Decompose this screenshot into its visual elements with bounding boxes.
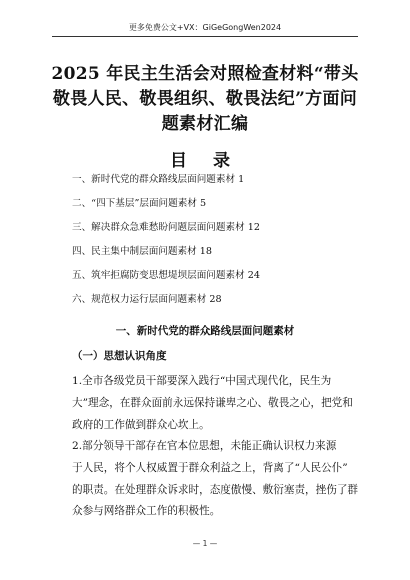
document-title	[48, 62, 362, 137]
body-paragraph	[72, 436, 368, 523]
page-number: — 1 —	[192, 539, 218, 548]
header-divider	[52, 36, 358, 37]
document-title-line: 敬畏人民、敬畏组织、敬畏法纪”方面问	[52, 89, 358, 109]
toc-item[interactable]: 五、筑牢拒腐防变思想堤坝层面问题素材 24	[72, 270, 260, 281]
table-of-contents	[72, 172, 372, 316]
paragraph-line: 1.全市各级党员干部要深入践行“中国式现代化，民生为	[72, 375, 332, 387]
paragraph-line: 2.部分领导干部存在官本位思想，未能正确认识权力来源	[72, 440, 337, 452]
paragraph-line: 于人民，将个人权威置于群众利益之上，背离了“人民公仆”	[72, 461, 348, 474]
toc-item[interactable]: 六、规范权力运行层面问题素材 28	[72, 294, 222, 305]
body-paragraph	[72, 371, 368, 436]
subsection-title: （一）思想认识角度	[72, 350, 167, 362]
header-note: 更多免费公文+VX：GiGeGongWen2024	[128, 23, 282, 32]
toc-item[interactable]: 三、解决群众急难愁盼问题层面问题素材 12	[72, 222, 260, 233]
paragraph-line: 大”理念，在群众面前永远保持谦卑之心、敬畏之心，把党和	[72, 396, 353, 409]
section-title: 一、新时代党的群众路线层面问题素材	[115, 325, 295, 337]
paragraph-line: 的职责。在处理群众诉求时，态度傲慢、敷衍塞责，挫伤了群	[72, 483, 359, 496]
toc-heading: 目 录	[170, 151, 240, 171]
document-title-line: 2025 年民主生活会对照检查材料“带头	[51, 64, 359, 84]
document-title-line: 题素材汇编	[161, 114, 249, 134]
paragraph-line: 政府的工作做到群众心坎上。	[72, 418, 210, 431]
toc-item[interactable]: 一、新时代党的群众路线层面问题素材 1	[72, 174, 245, 185]
paragraph-line: 众参与网络群众工作的积极性。	[72, 505, 221, 518]
toc-item[interactable]: 二、“四下基层”层面问题素材 5	[72, 198, 207, 209]
toc-item[interactable]: 四、民主集中制层面问题素材 18	[72, 246, 212, 257]
